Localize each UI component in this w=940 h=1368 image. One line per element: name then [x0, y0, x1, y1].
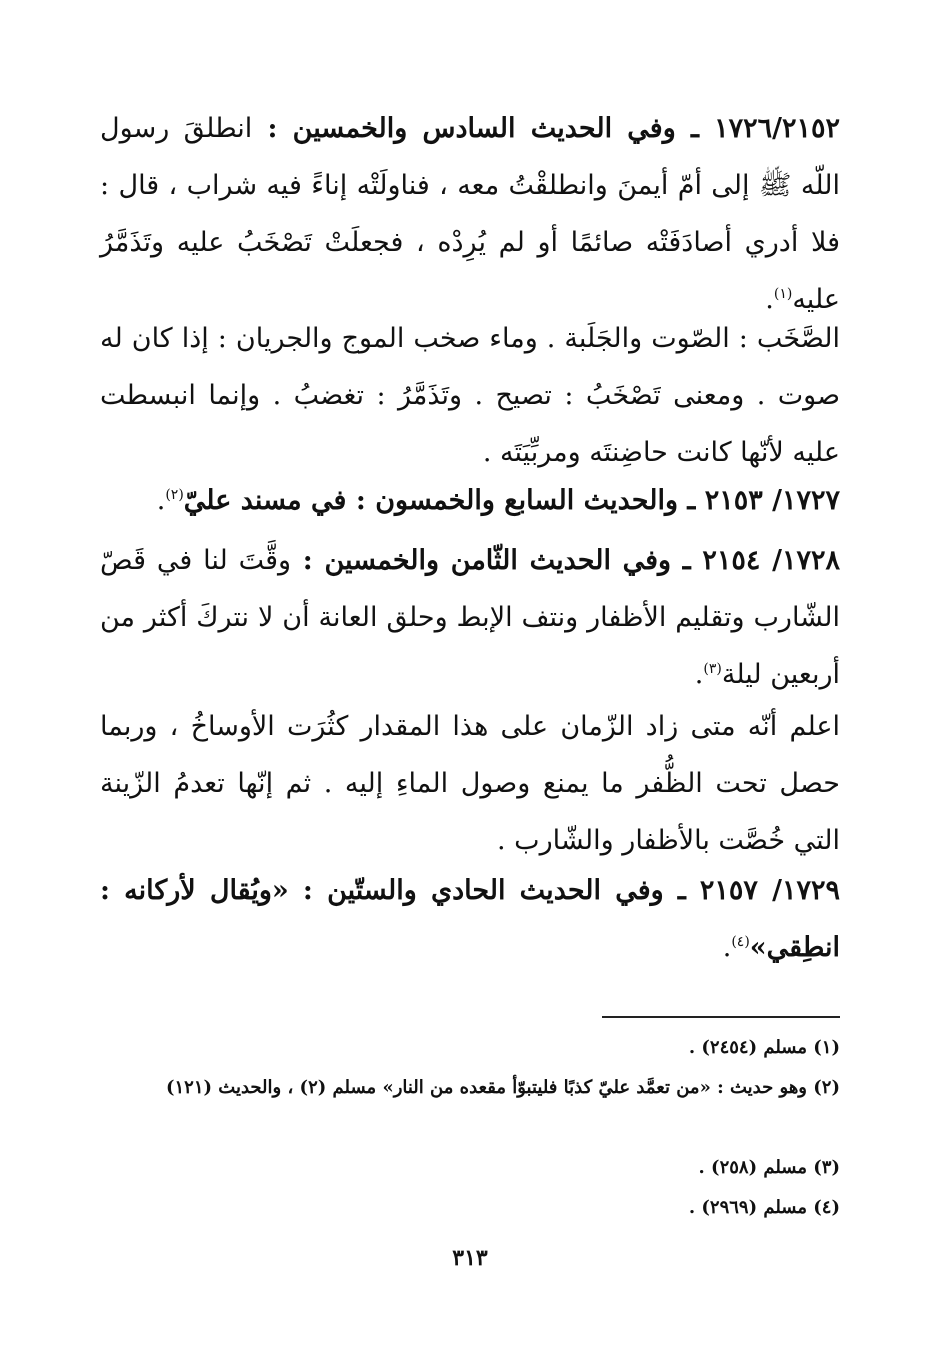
footnote-3: (٣) مسلم (٢٥٨) . — [698, 1157, 840, 1178]
page-number: ٣١٣ — [452, 1245, 488, 1271]
hadith-1726 — [100, 100, 840, 328]
footnote-4: (٤) مسلم (٢٩٦٩) . — [688, 1197, 840, 1218]
hadith-heading: ١٧٢٧/ ٢١٥٣ ـ والحديث السابع والخمسون : في مسند عليّ — [183, 485, 840, 516]
footnote-marker[interactable]: (٤) — [731, 934, 750, 950]
hadith-1729 — [100, 862, 840, 976]
sentence-end: . — [694, 659, 704, 690]
sentence-end: . — [765, 284, 774, 315]
hadith-1727 — [100, 472, 840, 529]
hadith-heading: ١٧٢٦/٢١٥٢ ـ وفي الحديث السادس والخمسين : — [252, 113, 840, 144]
commentary-paragraph: الصَّخَب : الصّوت والجَلَبة . وماء صخب الموج والجريان : إذا كان له صوت . ومعنى تَصْخَبُ : تصيح . وتَذَمَّرُ : تغضبُ . وإنما انبسطت عليه لأنّها كانت حاضِنتَه ومربِّيَتَه . — [100, 323, 840, 468]
footnote-2: (٢) وهو حديث : «من تعمَّد عليّ كذبًا فليتبوّأ مقعده من النار» مسلم (٢) ، والحديث (١٢١) — [165, 1077, 840, 1098]
footnote-marker[interactable]: (٢) — [165, 487, 184, 503]
footnote-1: (١) مسلم (٢٤٥٤) . — [688, 1037, 840, 1058]
footnote-marker[interactable]: (٣) — [703, 661, 722, 677]
sentence-end: . — [722, 932, 732, 963]
sentence-end: . — [156, 485, 166, 516]
hadith-text: وقَّتَ لنا في قَصّ الشّارب وتقليم الأظفار ونتف الإبط وحلق العانة أن لا نتركَ أكثر من أربعين ليلة — [100, 545, 840, 690]
hadith-1728 — [100, 532, 840, 703]
footnote-marker[interactable]: (١) — [773, 286, 793, 302]
hadith-heading: ١٧٢٨/ ٢١٥٤ ـ وفي الحديث الثّامن والخمسين : — [291, 545, 840, 576]
commentary-paragraph: اعلم أنّه متى زاد الزّمان على هذا المقدار كثُرَت الأوساخُ ، وربما حصل تحت الظُّفر ما يمنع وصول الماءِ إليه . ثم إنّها تعدمُ الزّينة التي خُصَّت بالأظفار والشّارب . — [100, 711, 840, 856]
hadith-heading: ١٧٢٩/ ٢١٥٧ ـ وفي الحديث الحادي والستّين : «ويُقال لأركانه : انطِقي» — [100, 875, 840, 963]
hadith-text: انطلقَ رسول اللّه ﷺ إلى أمّ أيمنَ وانطلقْتُ معه ، فناولَتْه إناءً فيه شراب ، قال : فلا أدري أصادَفَتْه صائمًا أو لم يُرِدْه ، فجعلَتْ تَصْخَبُ عليه وتَذَمَّرُ عليه — [100, 113, 840, 315]
footnote-separator — [602, 1016, 840, 1018]
